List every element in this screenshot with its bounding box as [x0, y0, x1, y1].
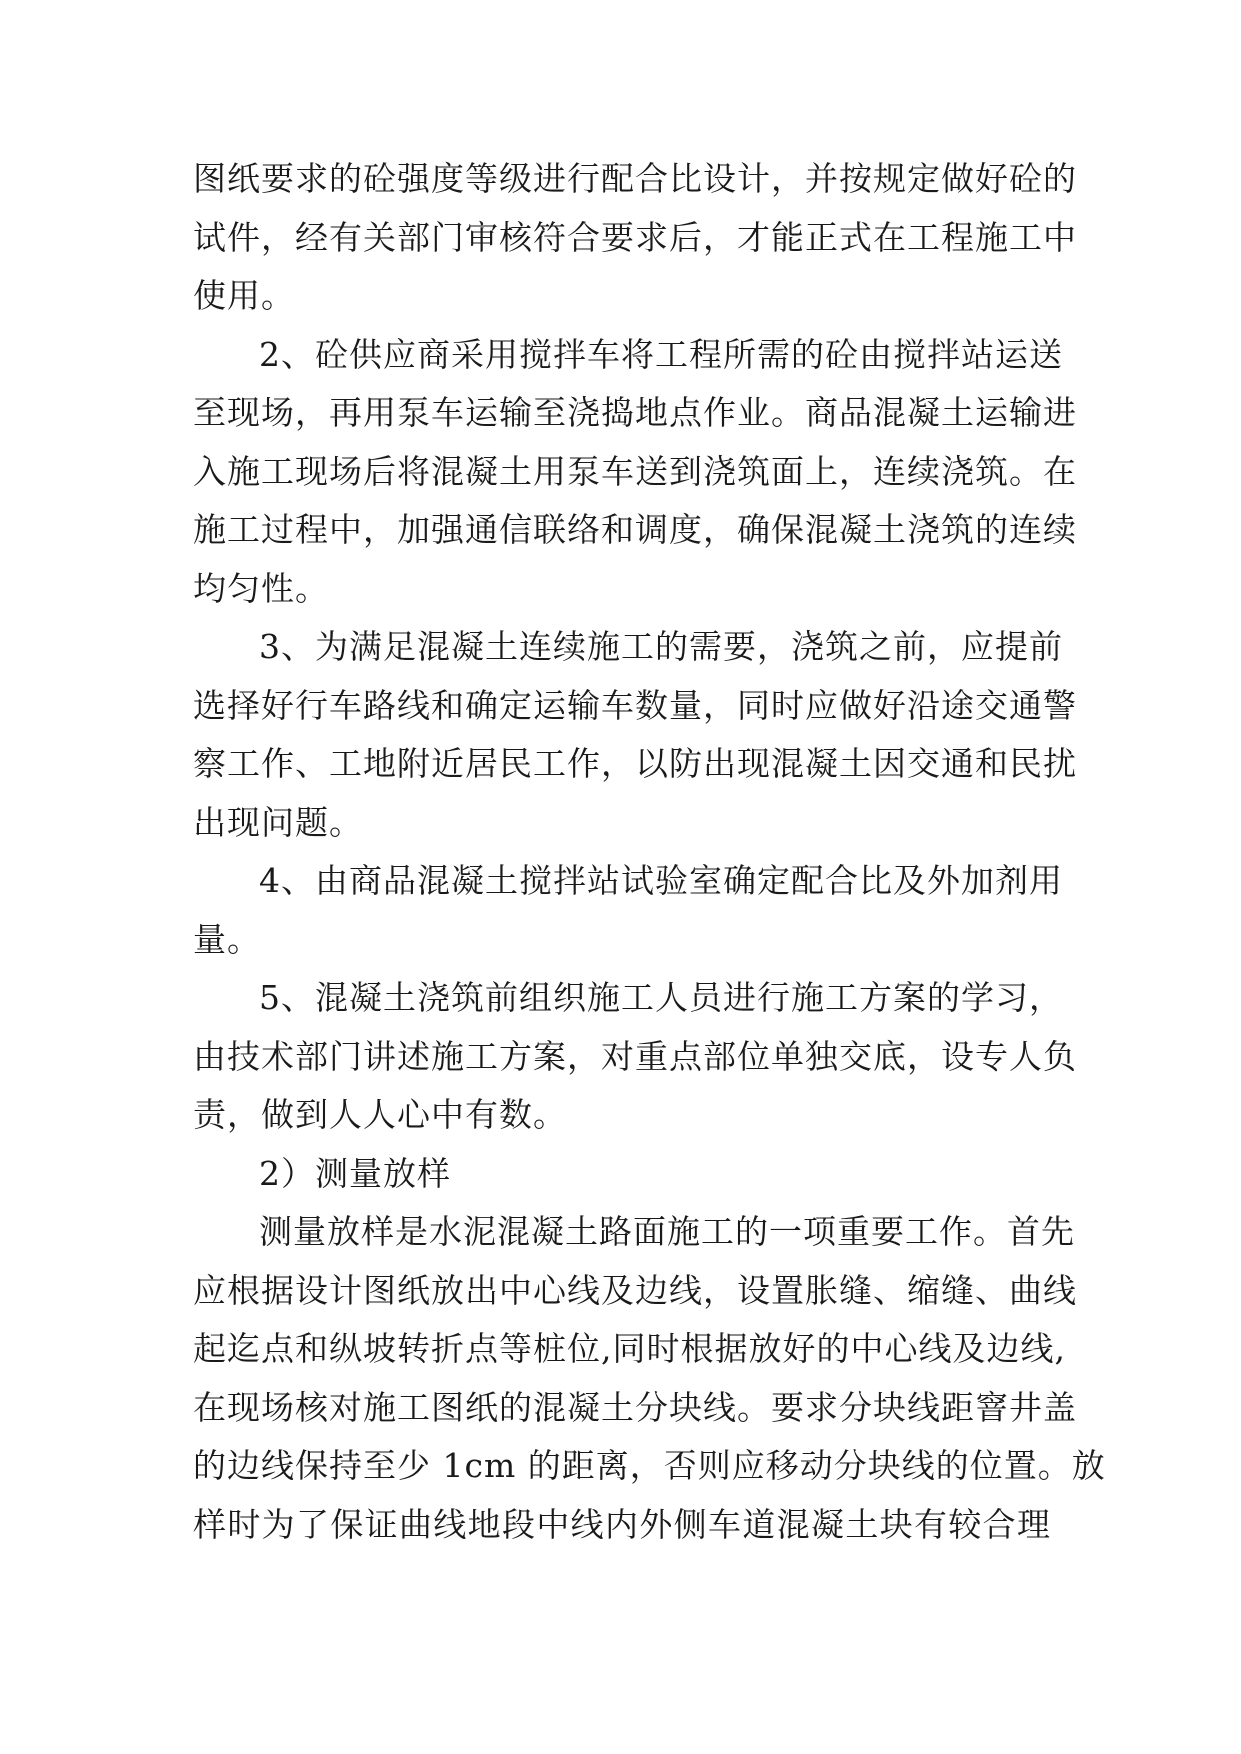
body-text: [193, 150, 1106, 1554]
text-line: 出现问题。: [193, 802, 363, 842]
text-line: 选择好行车路线和确定运输车数量，同时应做好沿途交通警: [193, 685, 1077, 725]
text-line: 试件，经有关部门审核符合要求后，才能正式在工程施工中: [193, 217, 1077, 257]
text-line: 的边线保持至少 1cm 的距离，否则应移动分块线的位置。放: [193, 1446, 1106, 1485]
text-line: 5、混凝土浇筑前组织施工人员进行施工方案的学习，: [259, 978, 1063, 1017]
text-line: 2、砼供应商采用搅拌车将工程所需的砼由搅拌站运送: [259, 334, 1063, 374]
paragraph-item-2: [193, 326, 1077, 619]
paragraph-continuation: [193, 150, 1077, 326]
text-line: 察工作、工地附近居民工作，以防出现混凝土因交通和民扰: [193, 744, 1077, 783]
text-line: 测量放样是水泥混凝土路面施工的一项重要工作。首先: [259, 1212, 1075, 1251]
heading-text: 2）测量放样: [259, 1153, 451, 1193]
text-line: 图纸要求的砼强度等级进行配合比设计，并按规定做好砼的: [193, 159, 1077, 198]
text-line: 3、为满足混凝土连续施工的需要，浇筑之前，应提前: [259, 627, 1063, 666]
text-line: 样时为了保证曲线地段中线内外侧车道混凝土块有较合理: [193, 1504, 1051, 1544]
text-line: 至现场，再用泵车运输至浇捣地点作业。商品混凝土运输进: [193, 393, 1077, 432]
text-line: 4、由商品混凝土搅拌站试验室确定配合比及外加剂用: [259, 861, 1063, 900]
text-line: 施工过程中，加强通信联络和调度，确保混凝土浇筑的连续: [193, 510, 1077, 549]
paragraph-item-3: [193, 618, 1077, 852]
text-line: 应根据设计图纸放出中心线及边线，设置胀缝、缩缝、曲线: [193, 1270, 1077, 1310]
paragraph-item-5: [193, 969, 1077, 1145]
text-line: 在现场核对施工图纸的混凝土分块线。要求分块线距窨井盖: [193, 1387, 1077, 1427]
text-line: 使用。: [193, 276, 295, 315]
text-line: 量。: [193, 919, 261, 959]
text-line: 入施工现场后将混凝土用泵车送到浇筑面上，连续浇筑。在: [193, 451, 1077, 491]
text-line: 均匀性。: [193, 568, 329, 608]
section-heading: [193, 1145, 1051, 1204]
text-line: 起迄点和纵坡转折点等桩位,同时根据放好的中心线及边线,: [193, 1329, 1066, 1368]
paragraph-item-4: [193, 852, 1063, 969]
paragraph-surveying: [193, 1203, 1106, 1554]
text-line: 由技术部门讲述施工方案，对重点部位单独交底，设专人负: [193, 1036, 1077, 1076]
text-line: 责，做到人人心中有数。: [193, 1095, 567, 1134]
